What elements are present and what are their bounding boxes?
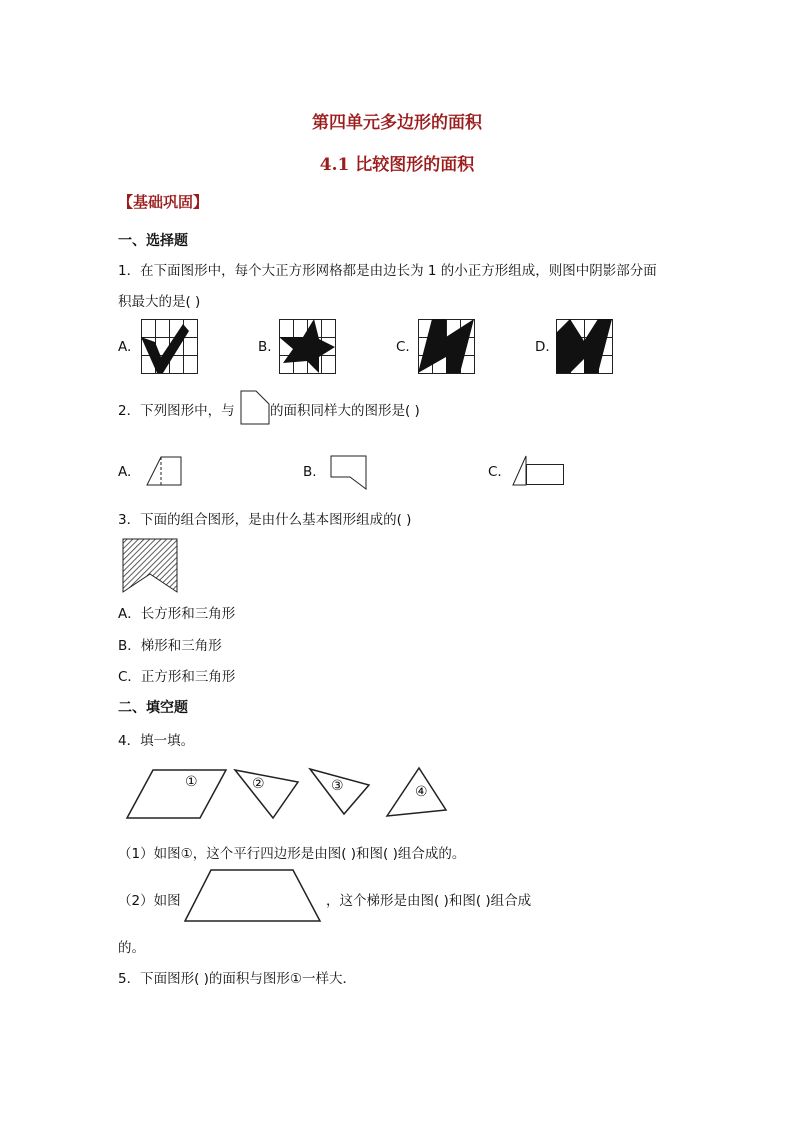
q1-option-a-label: A. [118, 339, 132, 355]
q3-option-b: B．梯形和三角形 [118, 638, 222, 654]
q4-label-3: ③ [331, 778, 344, 794]
q1-option-c-figure [418, 319, 476, 375]
q2-reference-shape [240, 390, 270, 426]
q4-label-1: ① [185, 774, 198, 790]
q4-sub2-prefix: （2）如图 [118, 893, 181, 909]
q2-option-a-figure [146, 455, 184, 487]
q4-sub2-continuation: 的。 [118, 940, 145, 956]
q1-option-c-label: C. [396, 339, 410, 355]
q1-option-a-figure [141, 319, 199, 375]
q4-shape-parallelogram [126, 768, 228, 820]
unit-title: 第四单元多边形的面积 [312, 113, 482, 133]
q1-text-line2: 积最大的是( ) [118, 294, 201, 310]
q4-sub2-suffix: ，这个梯形是由图( )和图( )组合成 [326, 893, 532, 909]
q1-option-d-label: D. [535, 339, 550, 355]
q2-option-a-label: A. [118, 464, 132, 480]
q5-text: 5．下面图形( )的面积与图形①一样大． [118, 971, 357, 987]
q4-sub1: （1）如图①，这个平行四边形是由图( )和图( )组合成的。 [118, 846, 466, 862]
q4-trapezoid-figure [183, 868, 323, 924]
q2-option-b-figure [330, 455, 370, 491]
q2-option-b-label: B. [303, 464, 317, 480]
q2-option-c-label: C. [488, 464, 502, 480]
q4-text: 4．填一填。 [118, 733, 195, 749]
q3-option-a: A．长方形和三角形 [118, 606, 236, 622]
q4-shape-triangle-2 [233, 768, 301, 820]
q2-text-suffix: 的面积同样大的图形是( ) [270, 403, 420, 419]
q1-option-d-figure [556, 319, 614, 375]
q4-label-4: ④ [415, 784, 428, 800]
q1-option-b-label: B. [258, 339, 272, 355]
q3-option-c: C．正方形和三角形 [118, 669, 236, 685]
q1-text-line1: 1．在下面图形中，每个大正方形网格都是由边长为 1 的小正方形组成，则图中阴影部分面 [118, 263, 657, 279]
q2-text-prefix: 2．下列图形中，与 [118, 403, 235, 419]
q1-option-b-figure [279, 319, 337, 375]
q2-option-c-figure [512, 455, 566, 487]
section-1-title: 一、选择题 [118, 233, 188, 249]
q3-text: 3．下面的组合图形，是由什么基本图形组成的( ) [118, 512, 412, 528]
section-tag: 【基础巩固】 [118, 193, 209, 211]
section-2-title: 二、填空题 [118, 700, 188, 716]
q4-label-2: ② [252, 776, 265, 792]
lesson-title: 4.1 比较图形的面积 [319, 155, 475, 175]
q3-figure [122, 538, 180, 594]
